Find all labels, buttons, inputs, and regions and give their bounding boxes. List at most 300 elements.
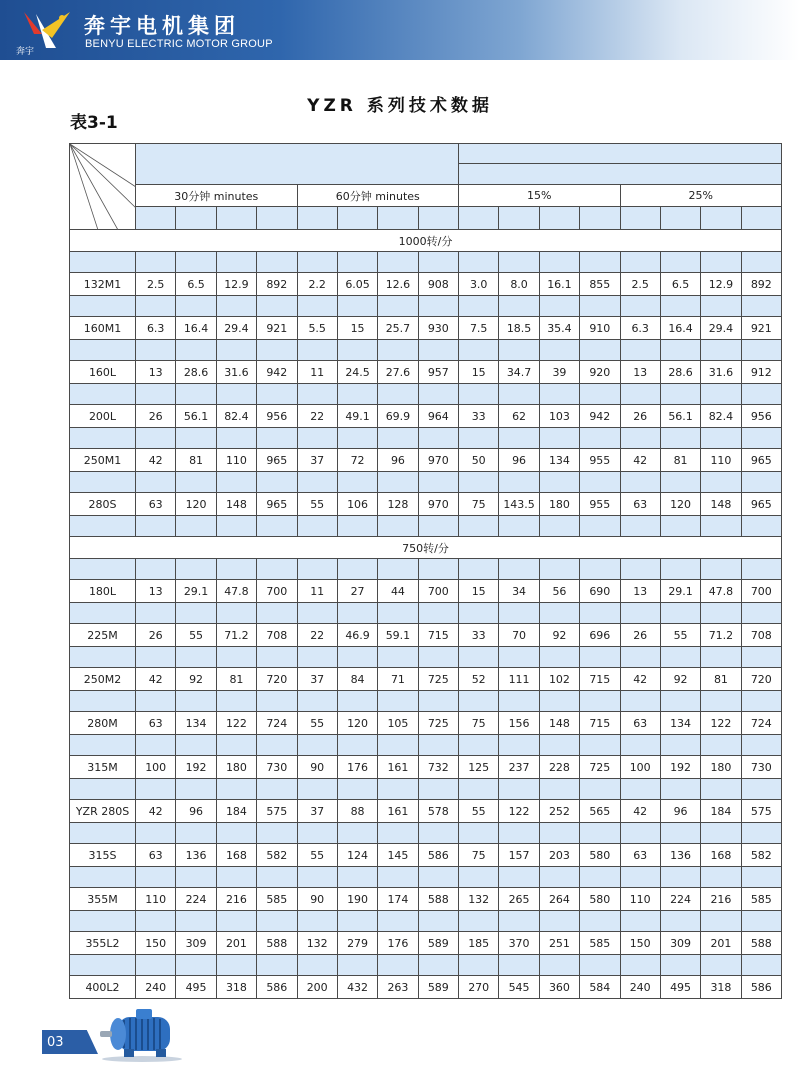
spacer-row bbox=[70, 647, 782, 668]
value-cell: 184 bbox=[216, 800, 256, 823]
value-cell: 55 bbox=[297, 844, 337, 867]
group-header-row bbox=[70, 185, 782, 207]
value-cell: 16.4 bbox=[176, 317, 216, 340]
value-cell: 495 bbox=[176, 976, 216, 999]
value-cell: 265 bbox=[499, 888, 539, 911]
value-cell: 63 bbox=[620, 844, 660, 867]
value-cell: 47.8 bbox=[701, 580, 741, 603]
header-row-top bbox=[70, 144, 782, 164]
value-cell: 75 bbox=[459, 493, 499, 516]
section-row bbox=[70, 537, 782, 559]
value-cell: 110 bbox=[136, 888, 176, 911]
value-cell: 145 bbox=[378, 844, 418, 867]
value-cell: 111 bbox=[499, 668, 539, 691]
value-cell: 13 bbox=[620, 361, 660, 384]
table-row bbox=[70, 800, 782, 823]
header-cell bbox=[459, 164, 782, 185]
value-cell: 18.5 bbox=[499, 317, 539, 340]
sub-header-row bbox=[70, 207, 782, 230]
value-cell: 134 bbox=[539, 449, 579, 472]
value-cell: 55 bbox=[660, 624, 700, 647]
value-cell: 6.3 bbox=[620, 317, 660, 340]
value-cell: 912 bbox=[741, 361, 781, 384]
value-cell: 724 bbox=[741, 712, 781, 735]
value-cell: 71.2 bbox=[701, 624, 741, 647]
value-cell: 33 bbox=[459, 624, 499, 647]
value-cell: 942 bbox=[257, 361, 297, 384]
table-row bbox=[70, 844, 782, 867]
value-cell: 6.5 bbox=[660, 273, 700, 296]
value-cell: 13 bbox=[136, 580, 176, 603]
value-cell: 92 bbox=[660, 668, 700, 691]
value-cell: 42 bbox=[620, 449, 660, 472]
value-cell: 100 bbox=[620, 756, 660, 779]
model-cell: 315M bbox=[70, 756, 136, 779]
value-cell: 71 bbox=[378, 668, 418, 691]
value-cell: 942 bbox=[580, 405, 620, 428]
group-header-15pct: 15% bbox=[459, 185, 621, 207]
value-cell: 11 bbox=[297, 361, 337, 384]
value-cell: 575 bbox=[257, 800, 297, 823]
value-cell: 565 bbox=[580, 800, 620, 823]
model-cell: 160L bbox=[70, 361, 136, 384]
value-cell: 124 bbox=[337, 844, 377, 867]
value-cell: 84 bbox=[337, 668, 377, 691]
model-cell: 225M bbox=[70, 624, 136, 647]
value-cell: 22 bbox=[297, 624, 337, 647]
value-cell: 725 bbox=[418, 712, 458, 735]
value-cell: 24.5 bbox=[337, 361, 377, 384]
value-cell: 26 bbox=[620, 624, 660, 647]
value-cell: 224 bbox=[176, 888, 216, 911]
value-cell: 185 bbox=[459, 932, 499, 955]
value-cell: 92 bbox=[539, 624, 579, 647]
value-cell: 75 bbox=[459, 844, 499, 867]
value-cell: 63 bbox=[136, 844, 176, 867]
model-cell: 132M1 bbox=[70, 273, 136, 296]
value-cell: 588 bbox=[257, 932, 297, 955]
value-cell: 31.6 bbox=[701, 361, 741, 384]
value-cell: 3.0 bbox=[459, 273, 499, 296]
spacer-row bbox=[70, 472, 782, 493]
table-row bbox=[70, 317, 782, 340]
value-cell: 132 bbox=[297, 932, 337, 955]
value-cell: 956 bbox=[257, 405, 297, 428]
value-cell: 143.5 bbox=[499, 493, 539, 516]
value-cell: 42 bbox=[620, 668, 660, 691]
value-cell: 100 bbox=[136, 756, 176, 779]
value-cell: 575 bbox=[741, 800, 781, 823]
value-cell: 176 bbox=[337, 756, 377, 779]
value-cell: 132 bbox=[459, 888, 499, 911]
value-cell: 34 bbox=[499, 580, 539, 603]
spacer-row bbox=[70, 340, 782, 361]
value-cell: 122 bbox=[216, 712, 256, 735]
value-cell: 588 bbox=[741, 932, 781, 955]
value-cell: 125 bbox=[459, 756, 499, 779]
value-cell: 46.9 bbox=[337, 624, 377, 647]
value-cell: 103 bbox=[539, 405, 579, 428]
table-row bbox=[70, 493, 782, 516]
value-cell: 34.7 bbox=[499, 361, 539, 384]
value-cell: 150 bbox=[620, 932, 660, 955]
value-cell: 148 bbox=[701, 493, 741, 516]
value-cell: 582 bbox=[741, 844, 781, 867]
table-row bbox=[70, 580, 782, 603]
model-cell: 280M bbox=[70, 712, 136, 735]
value-cell: 90 bbox=[297, 756, 337, 779]
value-cell: 957 bbox=[418, 361, 458, 384]
header-band bbox=[0, 0, 800, 60]
value-cell: 700 bbox=[257, 580, 297, 603]
value-cell: 11 bbox=[297, 580, 337, 603]
value-cell: 96 bbox=[660, 800, 700, 823]
value-cell: 110 bbox=[620, 888, 660, 911]
header-cell bbox=[459, 144, 782, 164]
value-cell: 965 bbox=[741, 449, 781, 472]
section-row bbox=[70, 230, 782, 252]
value-cell: 965 bbox=[741, 493, 781, 516]
value-cell: 725 bbox=[418, 668, 458, 691]
value-cell: 148 bbox=[216, 493, 256, 516]
value-cell: 920 bbox=[580, 361, 620, 384]
value-cell: 15 bbox=[337, 317, 377, 340]
value-cell: 50 bbox=[459, 449, 499, 472]
value-cell: 921 bbox=[741, 317, 781, 340]
value-cell: 584 bbox=[580, 976, 620, 999]
spacer-row bbox=[70, 691, 782, 712]
value-cell: 176 bbox=[378, 932, 418, 955]
value-cell: 29.4 bbox=[701, 317, 741, 340]
spacer-row bbox=[70, 955, 782, 976]
value-cell: 150 bbox=[136, 932, 176, 955]
value-cell: 59.1 bbox=[378, 624, 418, 647]
value-cell: 964 bbox=[418, 405, 458, 428]
value-cell: 279 bbox=[337, 932, 377, 955]
spacer-row bbox=[70, 296, 782, 317]
value-cell: 128 bbox=[378, 493, 418, 516]
value-cell: 715 bbox=[580, 712, 620, 735]
value-cell: 309 bbox=[660, 932, 700, 955]
value-cell: 90 bbox=[297, 888, 337, 911]
value-cell: 970 bbox=[418, 449, 458, 472]
value-cell: 56 bbox=[539, 580, 579, 603]
value-cell: 730 bbox=[257, 756, 297, 779]
value-cell: 309 bbox=[176, 932, 216, 955]
value-cell: 5.5 bbox=[297, 317, 337, 340]
value-cell: 82.4 bbox=[701, 405, 741, 428]
value-cell: 42 bbox=[620, 800, 660, 823]
value-cell: 55 bbox=[297, 493, 337, 516]
value-cell: 96 bbox=[176, 800, 216, 823]
value-cell: 921 bbox=[257, 317, 297, 340]
value-cell: 580 bbox=[580, 844, 620, 867]
value-cell: 12.9 bbox=[701, 273, 741, 296]
value-cell: 263 bbox=[378, 976, 418, 999]
value-cell: 27.6 bbox=[378, 361, 418, 384]
spacer-row bbox=[70, 911, 782, 932]
value-cell: 700 bbox=[418, 580, 458, 603]
value-cell: 157 bbox=[499, 844, 539, 867]
value-cell: 37 bbox=[297, 668, 337, 691]
group-header-30min: 30分钟 minutes bbox=[136, 185, 298, 207]
value-cell: 690 bbox=[580, 580, 620, 603]
value-cell: 63 bbox=[136, 712, 176, 735]
table-row bbox=[70, 449, 782, 472]
value-cell: 31.6 bbox=[216, 361, 256, 384]
value-cell: 190 bbox=[337, 888, 377, 911]
header-cell bbox=[136, 144, 459, 185]
value-cell: 270 bbox=[459, 976, 499, 999]
value-cell: 52 bbox=[459, 668, 499, 691]
value-cell: 715 bbox=[580, 668, 620, 691]
page-title: YZR 系列技术数据 bbox=[307, 96, 493, 116]
value-cell: 136 bbox=[660, 844, 700, 867]
spacer-row bbox=[70, 428, 782, 449]
value-cell: 585 bbox=[257, 888, 297, 911]
value-cell: 720 bbox=[741, 668, 781, 691]
value-cell: 122 bbox=[701, 712, 741, 735]
value-cell: 965 bbox=[257, 493, 297, 516]
value-cell: 6.05 bbox=[337, 273, 377, 296]
value-cell: 56.1 bbox=[176, 405, 216, 428]
spacer-row bbox=[70, 779, 782, 800]
value-cell: 136 bbox=[176, 844, 216, 867]
value-cell: 192 bbox=[176, 756, 216, 779]
section-label: 750转/分 bbox=[70, 537, 782, 559]
value-cell: 6.5 bbox=[176, 273, 216, 296]
value-cell: 37 bbox=[297, 800, 337, 823]
value-cell: 251 bbox=[539, 932, 579, 955]
value-cell: 62 bbox=[499, 405, 539, 428]
group-header-60min: 60分钟 minutes bbox=[297, 185, 459, 207]
value-cell: 228 bbox=[539, 756, 579, 779]
value-cell: 63 bbox=[136, 493, 176, 516]
value-cell: 892 bbox=[257, 273, 297, 296]
value-cell: 910 bbox=[580, 317, 620, 340]
value-cell: 318 bbox=[701, 976, 741, 999]
value-cell: 495 bbox=[660, 976, 700, 999]
value-cell: 156 bbox=[499, 712, 539, 735]
value-cell: 63 bbox=[620, 712, 660, 735]
value-cell: 696 bbox=[580, 624, 620, 647]
value-cell: 730 bbox=[741, 756, 781, 779]
value-cell: 26 bbox=[136, 405, 176, 428]
value-cell: 2.2 bbox=[297, 273, 337, 296]
value-cell: 120 bbox=[176, 493, 216, 516]
value-cell: 75 bbox=[459, 712, 499, 735]
value-cell: 180 bbox=[216, 756, 256, 779]
value-cell: 82.4 bbox=[216, 405, 256, 428]
value-cell: 110 bbox=[216, 449, 256, 472]
value-cell: 81 bbox=[660, 449, 700, 472]
value-cell: 201 bbox=[216, 932, 256, 955]
value-cell: 240 bbox=[136, 976, 176, 999]
value-cell: 586 bbox=[257, 976, 297, 999]
table-label: 表3-1 bbox=[70, 113, 118, 133]
value-cell: 582 bbox=[257, 844, 297, 867]
value-cell: 216 bbox=[701, 888, 741, 911]
value-cell: 120 bbox=[337, 712, 377, 735]
value-cell: 370 bbox=[499, 932, 539, 955]
value-cell: 16.1 bbox=[539, 273, 579, 296]
value-cell: 134 bbox=[176, 712, 216, 735]
value-cell: 70 bbox=[499, 624, 539, 647]
table-row bbox=[70, 888, 782, 911]
value-cell: 580 bbox=[580, 888, 620, 911]
value-cell: 708 bbox=[741, 624, 781, 647]
table-row bbox=[70, 712, 782, 735]
value-cell: 49.1 bbox=[337, 405, 377, 428]
value-cell: 586 bbox=[741, 976, 781, 999]
value-cell: 192 bbox=[660, 756, 700, 779]
value-cell: 240 bbox=[620, 976, 660, 999]
value-cell: 13 bbox=[620, 580, 660, 603]
model-cell: 400L2 bbox=[70, 976, 136, 999]
value-cell: 96 bbox=[499, 449, 539, 472]
table-row bbox=[70, 976, 782, 999]
logo-text: 奔宇 bbox=[16, 47, 35, 56]
value-cell: 201 bbox=[701, 932, 741, 955]
value-cell: 586 bbox=[418, 844, 458, 867]
value-cell: 725 bbox=[580, 756, 620, 779]
value-cell: 2.5 bbox=[136, 273, 176, 296]
value-cell: 318 bbox=[216, 976, 256, 999]
table-row bbox=[70, 273, 782, 296]
value-cell: 203 bbox=[539, 844, 579, 867]
table-row bbox=[70, 361, 782, 384]
value-cell: 955 bbox=[580, 493, 620, 516]
value-cell: 585 bbox=[580, 932, 620, 955]
value-cell: 42 bbox=[136, 449, 176, 472]
company-logo-icon bbox=[12, 8, 72, 56]
value-cell: 96 bbox=[378, 449, 418, 472]
value-cell: 72 bbox=[337, 449, 377, 472]
value-cell: 200 bbox=[297, 976, 337, 999]
value-cell: 120 bbox=[660, 493, 700, 516]
model-cell: 315S bbox=[70, 844, 136, 867]
value-cell: 55 bbox=[176, 624, 216, 647]
value-cell: 81 bbox=[176, 449, 216, 472]
value-cell: 700 bbox=[741, 580, 781, 603]
value-cell: 69.9 bbox=[378, 405, 418, 428]
spacer-row bbox=[70, 735, 782, 756]
value-cell: 955 bbox=[580, 449, 620, 472]
value-cell: 106 bbox=[337, 493, 377, 516]
value-cell: 161 bbox=[378, 800, 418, 823]
value-cell: 63 bbox=[620, 493, 660, 516]
value-cell: 892 bbox=[741, 273, 781, 296]
model-cell: 160M1 bbox=[70, 317, 136, 340]
model-cell: 250M1 bbox=[70, 449, 136, 472]
value-cell: 161 bbox=[378, 756, 418, 779]
table-row bbox=[70, 405, 782, 428]
value-cell: 27 bbox=[337, 580, 377, 603]
value-cell: 110 bbox=[701, 449, 741, 472]
spacer-row bbox=[70, 384, 782, 405]
value-cell: 26 bbox=[620, 405, 660, 428]
motor-illustration-icon bbox=[96, 1003, 188, 1063]
value-cell: 12.9 bbox=[216, 273, 256, 296]
value-cell: 184 bbox=[701, 800, 741, 823]
value-cell: 708 bbox=[257, 624, 297, 647]
model-cell: 280S bbox=[70, 493, 136, 516]
value-cell: 148 bbox=[539, 712, 579, 735]
value-cell: 180 bbox=[539, 493, 579, 516]
value-cell: 26 bbox=[136, 624, 176, 647]
value-cell: 578 bbox=[418, 800, 458, 823]
value-cell: 92 bbox=[176, 668, 216, 691]
value-cell: 855 bbox=[580, 273, 620, 296]
spacer-row bbox=[70, 516, 782, 537]
value-cell: 28.6 bbox=[660, 361, 700, 384]
value-cell: 8.0 bbox=[499, 273, 539, 296]
spacer-row bbox=[70, 867, 782, 888]
value-cell: 585 bbox=[741, 888, 781, 911]
value-cell: 102 bbox=[539, 668, 579, 691]
value-cell: 216 bbox=[216, 888, 256, 911]
value-cell: 134 bbox=[660, 712, 700, 735]
value-cell: 56.1 bbox=[660, 405, 700, 428]
model-cell: 355L2 bbox=[70, 932, 136, 955]
value-cell: 180 bbox=[701, 756, 741, 779]
value-cell: 174 bbox=[378, 888, 418, 911]
value-cell: 71.2 bbox=[216, 624, 256, 647]
value-cell: 168 bbox=[216, 844, 256, 867]
value-cell: 35.4 bbox=[539, 317, 579, 340]
value-cell: 360 bbox=[539, 976, 579, 999]
table-row bbox=[70, 624, 782, 647]
model-cell: 250M2 bbox=[70, 668, 136, 691]
value-cell: 224 bbox=[660, 888, 700, 911]
model-cell: YZR 280S bbox=[70, 800, 136, 823]
group-header-25pct: 25% bbox=[620, 185, 782, 207]
value-cell: 168 bbox=[701, 844, 741, 867]
value-cell: 16.4 bbox=[660, 317, 700, 340]
value-cell: 29.1 bbox=[660, 580, 700, 603]
value-cell: 37 bbox=[297, 449, 337, 472]
value-cell: 47.8 bbox=[216, 580, 256, 603]
value-cell: 724 bbox=[257, 712, 297, 735]
value-cell: 39 bbox=[539, 361, 579, 384]
value-cell: 930 bbox=[418, 317, 458, 340]
value-cell: 122 bbox=[499, 800, 539, 823]
table-row bbox=[70, 932, 782, 955]
value-cell: 252 bbox=[539, 800, 579, 823]
brand-name-en: BENYU ELECTRIC MOTOR GROUP bbox=[85, 38, 273, 50]
value-cell: 588 bbox=[418, 888, 458, 911]
value-cell: 956 bbox=[741, 405, 781, 428]
value-cell: 33 bbox=[459, 405, 499, 428]
technical-data-table bbox=[69, 143, 782, 999]
value-cell: 88 bbox=[337, 800, 377, 823]
value-cell: 15 bbox=[459, 580, 499, 603]
value-cell: 81 bbox=[216, 668, 256, 691]
brand-name-cn: 奔宇电机集团 bbox=[84, 14, 240, 38]
value-cell: 970 bbox=[418, 493, 458, 516]
value-cell: 264 bbox=[539, 888, 579, 911]
value-cell: 965 bbox=[257, 449, 297, 472]
value-cell: 7.5 bbox=[459, 317, 499, 340]
value-cell: 2.5 bbox=[620, 273, 660, 296]
value-cell: 908 bbox=[418, 273, 458, 296]
table-row bbox=[70, 756, 782, 779]
section-label: 1000转/分 bbox=[70, 230, 782, 252]
value-cell: 12.6 bbox=[378, 273, 418, 296]
value-cell: 42 bbox=[136, 800, 176, 823]
value-cell: 44 bbox=[378, 580, 418, 603]
value-cell: 55 bbox=[459, 800, 499, 823]
